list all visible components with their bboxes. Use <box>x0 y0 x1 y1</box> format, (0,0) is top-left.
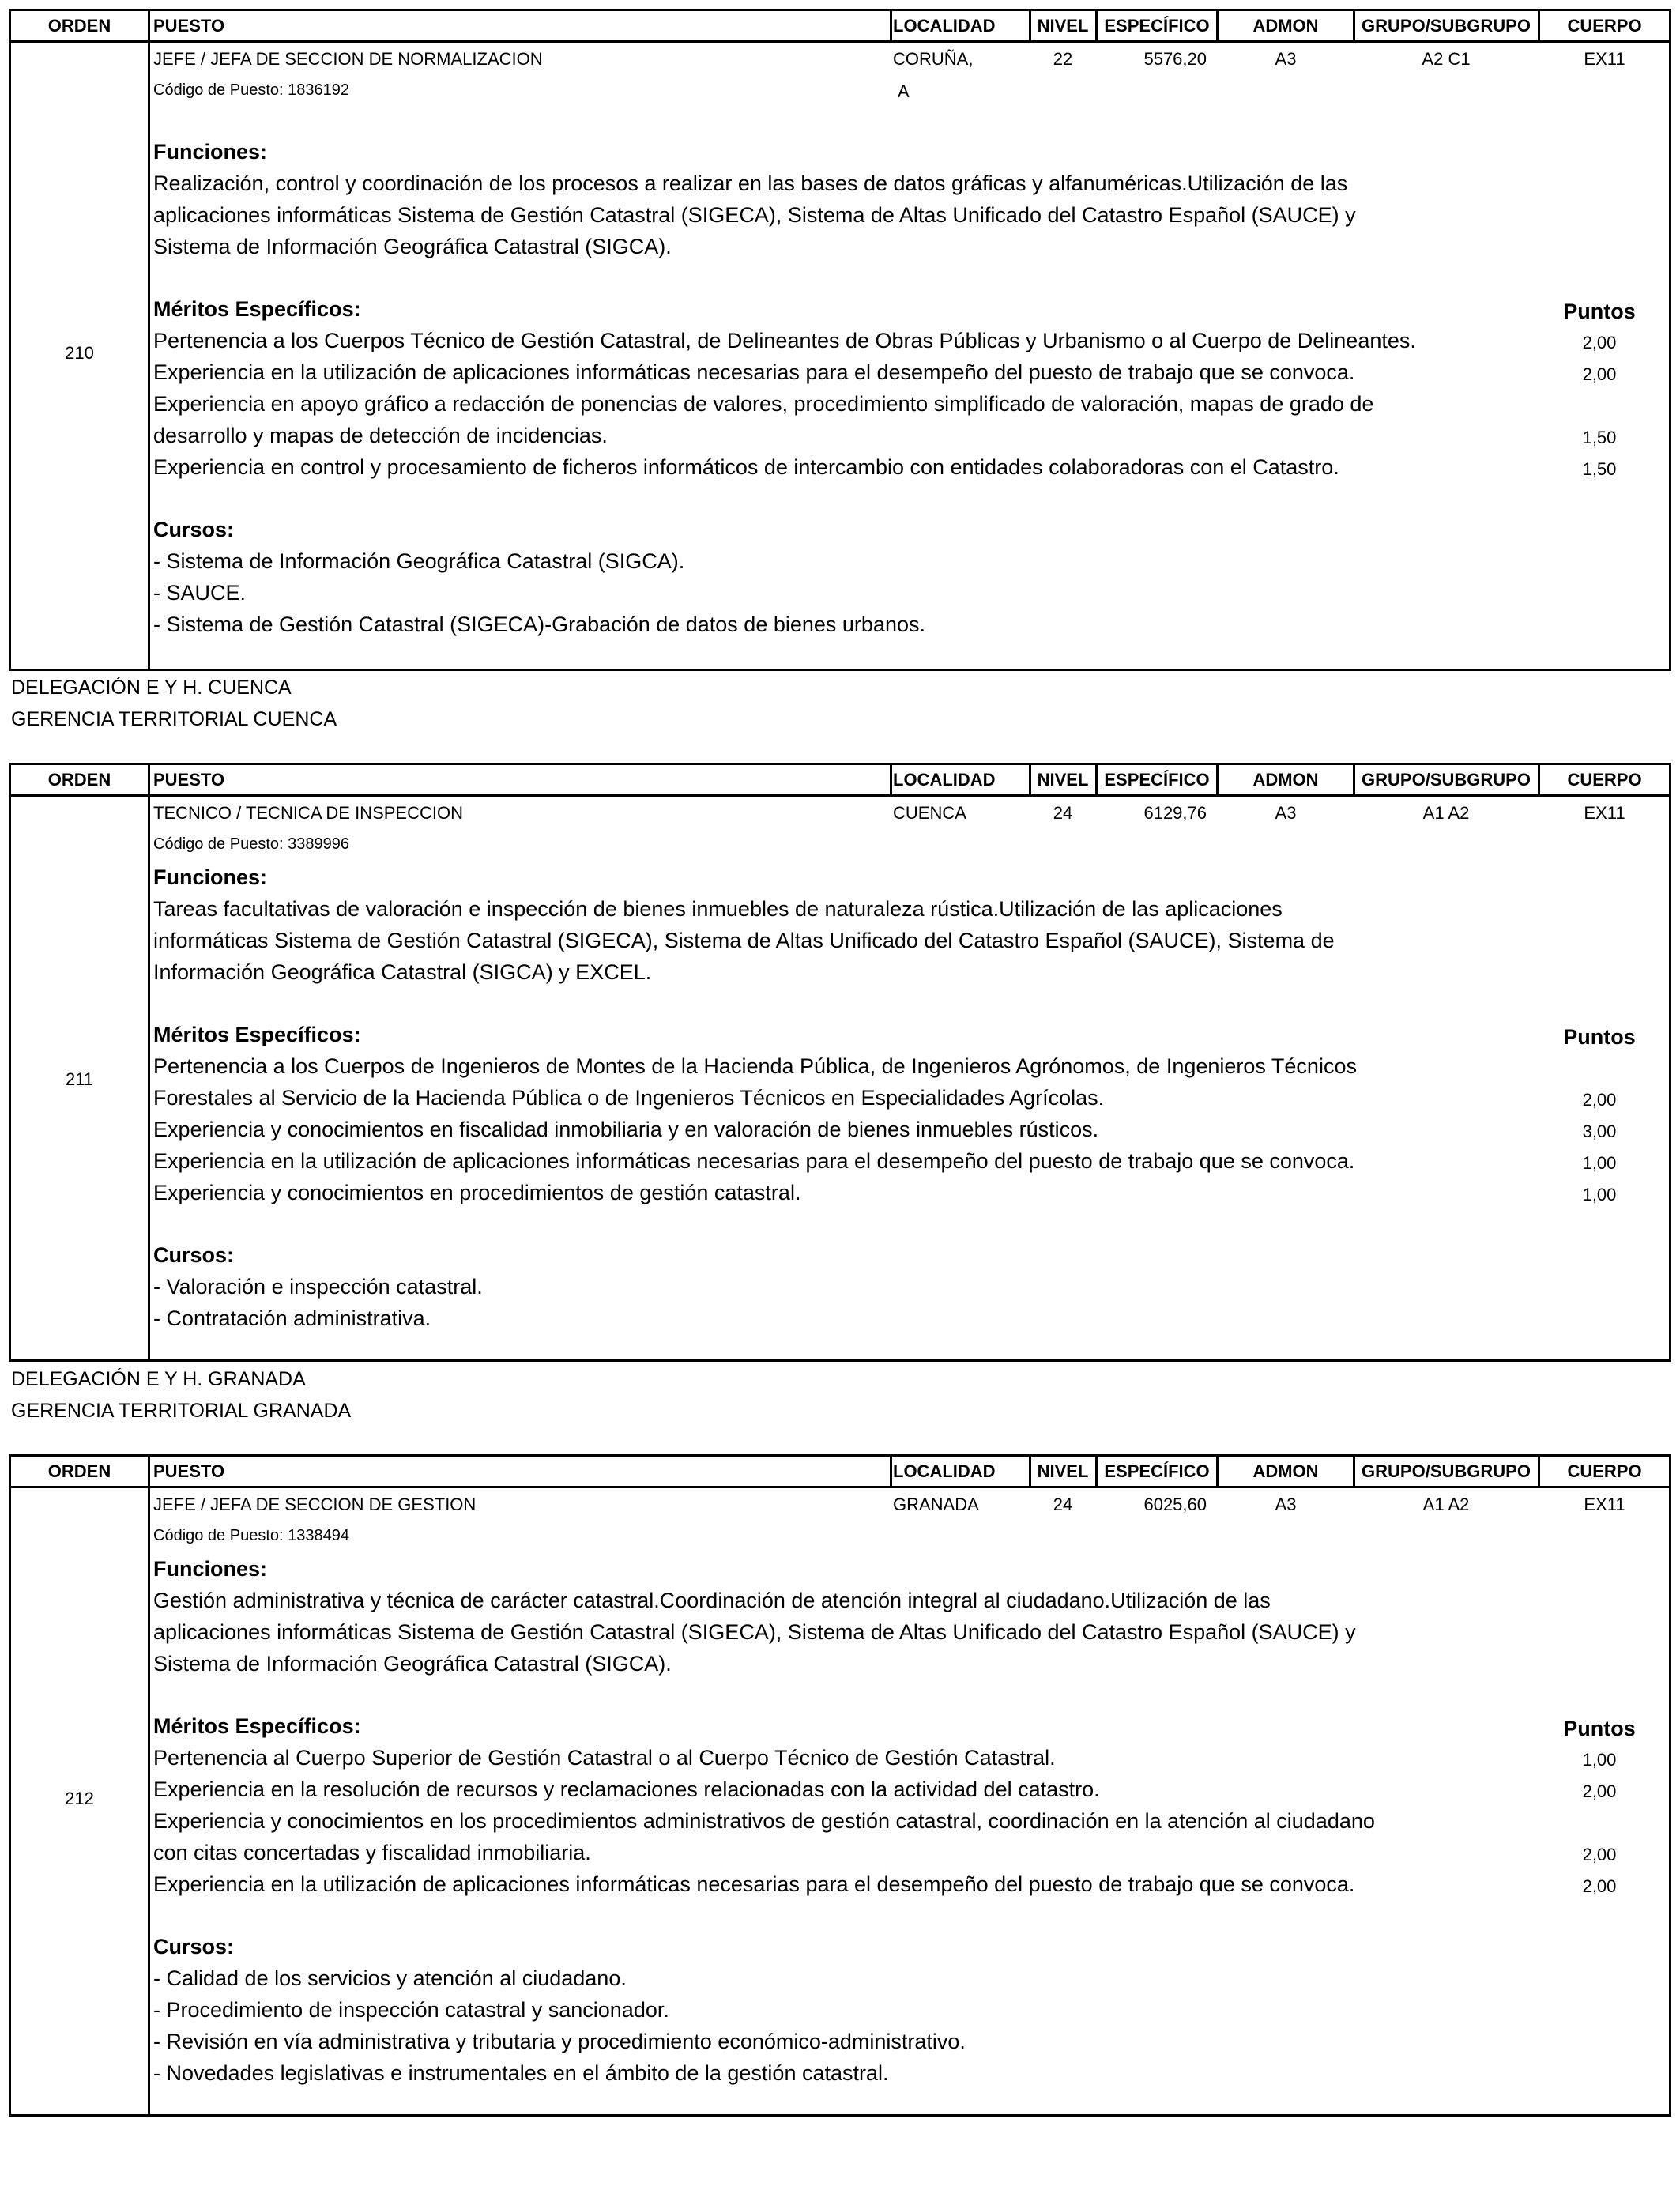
header-grupo: GRUPO/SUBGRUPO <box>1362 1461 1531 1481</box>
header-cuerpo: CUERPO <box>1567 16 1642 36</box>
curso-line: - Revisión en vía administrativa y tributaria y procedimiento económico-administrativo. <box>153 2030 966 2053</box>
funciones-line: Información Geográfica Catastral (SIGCA) y EXCEL. <box>153 960 652 984</box>
puntos-value: 1,00 <box>1582 1153 1617 1173</box>
orden-number: 210 <box>65 343 94 363</box>
header-cuerpo: CUERPO <box>1567 1461 1642 1481</box>
curso-line: - Sistema de Información Geográfica Catastral (SIGCA). <box>153 549 685 573</box>
funciones-line: Realización, control y coordinación de los procesos a realizar en las bases de datos gráficas y alfanuméricas.Utilización de las <box>153 172 1348 195</box>
merito-line: Forestales al Servicio de la Hacienda Pública o de Ingenieros Técnicos en Especialidades Agrícolas. <box>153 1086 1105 1110</box>
curso-line: - Novedades legislativas e instrumentales en el ámbito de la gestión catastral. <box>153 2061 889 2085</box>
puntos-value: 1,00 <box>1582 1750 1617 1770</box>
funciones-line: Gestión administrativa y técnica de carácter catastral.Coordinación de atención integral al ciudadano.Utilización de las <box>153 1589 1271 1612</box>
merito-line: con citas concertadas y fiscalidad inmobiliaria. <box>153 1841 591 1864</box>
header-puesto: PUESTO <box>153 16 225 36</box>
header-orden: ORDEN <box>47 770 111 790</box>
especifico: 6129,76 <box>1143 803 1207 823</box>
puntos-value: 2,00 <box>1582 1845 1617 1864</box>
merito-line: Experiencia en la utilización de aplicaciones informáticas necesarias para el desempeño del puesto de trabajo que se convoca. <box>153 360 1355 384</box>
header-puesto: PUESTO <box>153 1461 225 1481</box>
puntos-heading: Puntos <box>1563 1025 1636 1049</box>
meritos-heading: Méritos Específicos: <box>153 1023 361 1046</box>
puntos-heading: Puntos <box>1563 300 1636 323</box>
puntos-value: 2,00 <box>1582 333 1617 352</box>
cuerpo: EX11 <box>1584 49 1625 69</box>
grupo-subgrupo: A2 C1 <box>1422 49 1471 69</box>
merito-line: desarrollo y mapas de detección de incidencias. <box>153 424 608 447</box>
funciones-heading: Funciones: <box>153 1557 268 1581</box>
funciones-line: informáticas Sistema de Gestión Catastral (SIGECA), Sistema de Altas Unificado del Catastro Español (SAUCE), Sistema de <box>153 929 1335 952</box>
puntos-value: 2,00 <box>1582 364 1617 384</box>
header-nivel: NIVEL <box>1037 16 1089 36</box>
header-orden: ORDEN <box>47 16 111 36</box>
cuerpo: EX11 <box>1584 803 1625 823</box>
especifico: 6025,60 <box>1143 1495 1207 1514</box>
merito-line: Experiencia y conocimientos en procedimientos de gestión catastral. <box>153 1181 801 1204</box>
funciones-block <box>153 1553 1418 1679</box>
admon: A3 <box>1275 803 1297 823</box>
puntos-value: 2,00 <box>1582 1090 1617 1110</box>
merito-line: Experiencia en control y procesamiento de ficheros informáticos de intercambio con entidades colaboradoras con el Catastro. <box>153 455 1339 479</box>
admon: A3 <box>1275 1495 1297 1514</box>
merito-line: Pertenencia a los Cuerpos de Ingenieros de Montes de la Hacienda Pública, de Ingenieros Agrónomos, de Ingenieros Técnicos <box>153 1054 1357 1078</box>
admon: A3 <box>1275 49 1297 69</box>
meritos-block <box>153 1019 1418 1208</box>
cursos-heading: Cursos: <box>153 1935 235 1958</box>
job-table-210 <box>9 9 1671 671</box>
curso-line: - Valoración e inspección catastral. <box>153 1275 483 1299</box>
puntos-value: 2,00 <box>1582 1876 1617 1896</box>
job-table-212 <box>9 1454 1671 2117</box>
puntos-value: 1,00 <box>1582 1185 1617 1204</box>
table-header <box>11 11 1669 43</box>
funciones-line: Sistema de Información Geográfica Catastral (SIGCA). <box>153 235 672 258</box>
curso-line: - Sistema de Gestión Catastral (SIGECA)-Grabación de datos de bienes urbanos. <box>153 613 925 636</box>
especifico: 5576,20 <box>1143 49 1207 69</box>
merito-line: Experiencia y conocimientos en los procedimientos administrativos de gestión catastral, coordinación en la atención al ciudadano <box>153 1809 1375 1833</box>
codigo-puesto: Código de Puesto: 1338494 <box>153 1527 349 1544</box>
header-nivel: NIVEL <box>1037 1461 1089 1481</box>
header-orden: ORDEN <box>47 1461 111 1481</box>
header-localidad: LOCALIDAD <box>893 770 996 790</box>
header-admon: ADMON <box>1252 16 1319 36</box>
funciones-block <box>153 861 1418 988</box>
header-localidad: LOCALIDAD <box>893 16 996 36</box>
localidad-continued: A <box>898 81 910 101</box>
grupo-subgrupo: A1 A2 <box>1422 1495 1470 1514</box>
nivel: 22 <box>1053 49 1073 69</box>
delegacion-title: DELEGACIÓN E Y H. GRANADA <box>11 1368 306 1390</box>
meritos-block <box>153 1710 1418 1900</box>
header-admon: ADMON <box>1252 770 1319 790</box>
table-header <box>11 1457 1669 1488</box>
cursos-block <box>153 1239 1418 1334</box>
codigo-puesto: Código de Puesto: 3389996 <box>153 835 349 853</box>
header-grupo: GRUPO/SUBGRUPO <box>1362 16 1531 36</box>
grupo-subgrupo: A1 A2 <box>1422 803 1470 823</box>
header-localidad: LOCALIDAD <box>893 1461 996 1481</box>
curso-line: - Procedimiento de inspección catastral y sancionador. <box>153 1998 669 2022</box>
funciones-line: aplicaciones informáticas Sistema de Gestión Catastral (SIGECA), Sistema de Altas Unificado del Catastro Español (SAUCE) y <box>153 203 1356 227</box>
merito-line: Pertenencia al Cuerpo Superior de Gestión Catastral o al Cuerpo Técnico de Gestión Catastral. <box>153 1746 1056 1770</box>
puesto-title: TECNICO / TECNICA DE INSPECCION <box>153 803 463 823</box>
puesto-title: JEFE / JEFA DE SECCION DE NORMALIZACION <box>153 49 543 69</box>
merito-line: Experiencia en la resolución de recursos y reclamaciones relacionadas con la actividad del catastro. <box>153 1777 1100 1801</box>
merito-line: Experiencia en la utilización de aplicaciones informáticas necesarias para el desempeño del puesto de trabajo que se convoca. <box>153 1872 1355 1896</box>
cursos-heading: Cursos: <box>153 1243 235 1267</box>
cursos-block <box>153 514 1418 640</box>
header-admon: ADMON <box>1252 1461 1319 1481</box>
localidad: CUENCA <box>893 803 966 823</box>
merito-line: Experiencia en la utilización de aplicaciones informáticas necesarias para el desempeño del puesto de trabajo que se convoca. <box>153 1149 1355 1173</box>
codigo-puesto: Código de Puesto: 1836192 <box>153 81 349 99</box>
meritos-block <box>153 293 1418 483</box>
header-nivel: NIVEL <box>1037 770 1089 790</box>
funciones-line: aplicaciones informáticas Sistema de Gestión Catastral (SIGECA), Sistema de Altas Unificado del Catastro Español (SAUCE) y <box>153 1620 1356 1644</box>
funciones-block <box>153 136 1418 262</box>
localidad: CORUÑA, <box>893 49 974 69</box>
funciones-line: Sistema de Información Geográfica Catastral (SIGCA). <box>153 1652 672 1676</box>
header-cuerpo: CUERPO <box>1567 770 1642 790</box>
funciones-heading: Funciones: <box>153 140 268 164</box>
gerencia-title: GERENCIA TERRITORIAL CUENCA <box>11 708 337 730</box>
merito-line: Experiencia en apoyo gráfico a redacción de ponencias de valores, procedimiento simplificado de valoración, mapas de grado de <box>153 392 1374 416</box>
curso-line: - SAUCE. <box>153 581 247 605</box>
merito-line: Pertenencia a los Cuerpos Técnico de Gestión Catastral, de Delineantes de Obras Públicas y Urbanismo o al Cuerpo de Delineantes. <box>153 329 1416 352</box>
header-especifico: ESPECÍFICO <box>1104 770 1210 790</box>
nivel: 24 <box>1053 803 1073 823</box>
job-table-211 <box>9 763 1671 1362</box>
header-especifico: ESPECÍFICO <box>1104 1461 1210 1481</box>
puntos-value: 1,50 <box>1582 428 1617 447</box>
delegacion-title: DELEGACIÓN E Y H. CUENCA <box>11 677 292 699</box>
cursos-block <box>153 1931 1418 2089</box>
orden-number: 211 <box>65 1069 94 1089</box>
meritos-heading: Méritos Específicos: <box>153 297 361 321</box>
header-puesto: PUESTO <box>153 770 225 790</box>
localidad: GRANADA <box>893 1495 979 1514</box>
cuerpo: EX11 <box>1584 1495 1625 1514</box>
gerencia-title: GERENCIA TERRITORIAL GRANADA <box>11 1400 352 1422</box>
puntos-value: 2,00 <box>1582 1781 1617 1801</box>
orden-number: 212 <box>65 1789 94 1808</box>
header-grupo: GRUPO/SUBGRUPO <box>1362 770 1531 790</box>
merito-line: Experiencia y conocimientos en fiscalidad inmobiliaria y en valoración de bienes inmuebles rústicos. <box>153 1118 1099 1141</box>
curso-line: - Calidad de los servicios y atención al ciudadano. <box>153 1966 627 1990</box>
puntos-value: 1,50 <box>1582 459 1617 479</box>
curso-line: - Contratación administrativa. <box>153 1306 431 1330</box>
meritos-heading: Méritos Específicos: <box>153 1714 361 1738</box>
cursos-heading: Cursos: <box>153 518 235 541</box>
funciones-heading: Funciones: <box>153 865 268 889</box>
funciones-line: Tareas facultativas de valoración e inspección de bienes inmuebles de naturaleza rústica.Utilización de las aplicaciones <box>153 897 1283 921</box>
nivel: 24 <box>1053 1495 1073 1514</box>
table-header <box>11 765 1669 797</box>
puntos-value: 3,00 <box>1582 1122 1617 1141</box>
header-especifico: ESPECÍFICO <box>1104 16 1210 36</box>
puesto-title: JEFE / JEFA DE SECCION DE GESTION <box>153 1495 477 1514</box>
puntos-heading: Puntos <box>1563 1717 1636 1740</box>
